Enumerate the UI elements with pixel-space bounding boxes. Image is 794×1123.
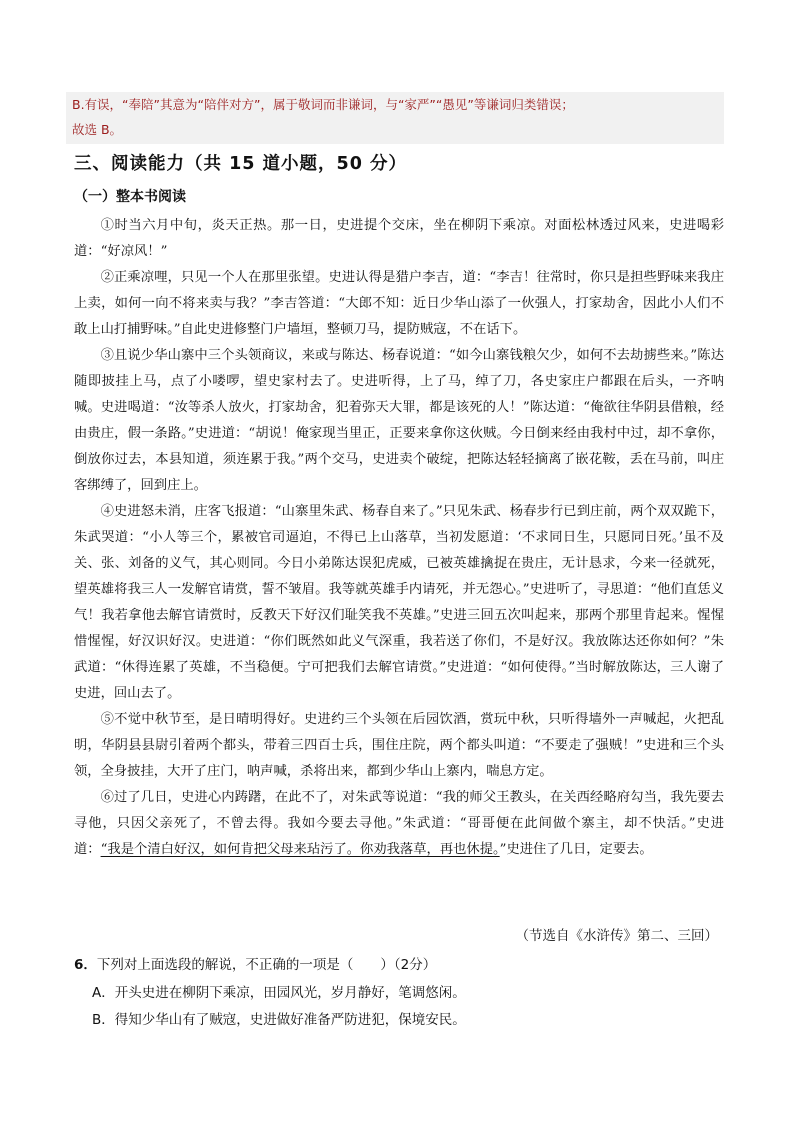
underlined-quote: “我是个清白好汉，如何肯把父母来玷污了。你劝我落草，再也休提。 xyxy=(100,842,500,857)
paragraph-6-text: ⑥过了几日，史进心内踌躇，在此不了，对朱武等说道：“我的师父王教头，在关西经略府勾当，我先要去寻他，只因父亲死了，不曾去得。我如今要去寻他。”朱武道：“哥哥便在此间做个寨主，却不快活。”史进道： xyxy=(74,790,724,857)
paragraph-6-ending: ”史进住了几日，定要去。 xyxy=(499,842,653,857)
reading-passage xyxy=(74,213,724,863)
passage-paragraph-4: ④史进怒未消，庄客飞报道：“山寨里朱武、杨春自来了。”只见朱武、杨春步行已到庄前，两个双双跪下，朱武哭道：“小人等三个，累被官司逼迫，不得已上山落草，当初发愿道：‘不求同日生，只愿同日死。’虽不及关、张、刘备的义气，其心则同。今日小弟陈达误犯虎威，已被英雄擒捉在贵庄，无计恳求，今来一径就死，望英雄将我三人一发解官请赏，誓不皱眉。我等就英雄手内请死，并无怨心。”史进听了，寻思道：“他们直恁义气！我若拿他去解官请赏时，反教天下好汉们耻笑我不英雄。”史进三回五次叫起来，那两个那里肯起来。惺惺惜惺惺，好汉识好汉。史进道：“你们既然如此义气深重，我若送了你们，不是好汉。我放陈达还你如何？”朱武道：“休得连累了英雄，不当稳便。宁可把我们去解官请赏。”史进道：“如何使得。”当时解放陈达，三人谢了史进，回山去了。 xyxy=(74,504,724,701)
option-b: B．得知少华山有了贼寇，史进做好准备严防进犯，保境安民。 xyxy=(92,1012,466,1028)
passage-paragraph-5: ⑤不觉中秋节至，是日晴明得好。史进约三个头领在后园饮酒，赏玩中秋，只听得墙外一声喊起，火把乱明，华阴县县尉引着两个都头，带着三四百士兵，围住庄院，两个都头叫道：“不要走了强贼！”史进和三个头领，全身披挂，大开了庄门，呐声喊，杀将出来，都到少华山上寨内，喘息方定。 xyxy=(74,712,724,779)
passage-paragraph-3: ③且说少华山寨中三个头领商议，来或与陈达、杨春说道：“如今山寨钱粮欠少，如何不去劫掳些来。”陈达随即披挂上马，点了小喽啰，望史家村去了。史进听得，上了马，绰了刀，各史家庄户都跟在后头，一齐呐喊。史进喝道：“汝等杀人放火，打家劫舍，犯着弥天大罪，都是该死的人！”陈达道：“俺欲往华阴县借粮，经由贵庄，假一条路。”史进道：“胡说！俺家现当里正，正要来拿你这伙贼。今日倒来经由我村中过，却不拿你，倒放你过去，本县知道，须连累于我。”两个交马，史进卖个破绽，把陈达轻轻摘离了嵌花鞍，丢在马前，叫庄客绑缚了，回到庄上。 xyxy=(74,348,724,493)
question-number: 6． xyxy=(74,957,97,973)
section-title: 三、阅读能力（共 15 道小题，50 分） xyxy=(74,154,407,174)
option-a: A．开头史进在柳阴下乘凉，田园风光，岁月静好，笔调悠闲。 xyxy=(92,985,466,1001)
passage-source: （节选自《水浒传》第二、三回） xyxy=(515,928,718,944)
section-subtitle: （一）整本书阅读 xyxy=(74,189,186,205)
answer-explanation-line: B.有误，“奉陪”其意为“陪伴对方”，属于敬词而非谦词，与“家严”“愚见”等谦词归类错误； xyxy=(72,97,574,112)
answer-conclusion-line: 故选 B。 xyxy=(72,122,123,137)
passage-paragraph-2: ②正乘凉哩，只见一个人在那里张望。史进认得是猎户李吉，道：“李吉！往常时，你只是担些野味来我庄上卖，如何一向不将来卖与我？”李吉答道：“大郎不知：近日少华山添了一伙强人，打家劫舍，因此小人们不敢上山打捕野味。”自此史进修整门户墙垣，整顿刀马，提防贼寇，不在话下。 xyxy=(74,270,724,337)
question-text: 下列对上面选段的解说，不正确的一项是（ ）（2分） xyxy=(96,957,437,973)
question-6 xyxy=(74,953,436,973)
passage-paragraph-6 xyxy=(74,785,724,863)
passage-paragraph-1: ①时当六月中旬，炎天正热。那一日，史进提个交床，坐在柳阴下乘凉。对面松林透过风来，史进喝彩道：“好凉风！” xyxy=(74,218,724,259)
